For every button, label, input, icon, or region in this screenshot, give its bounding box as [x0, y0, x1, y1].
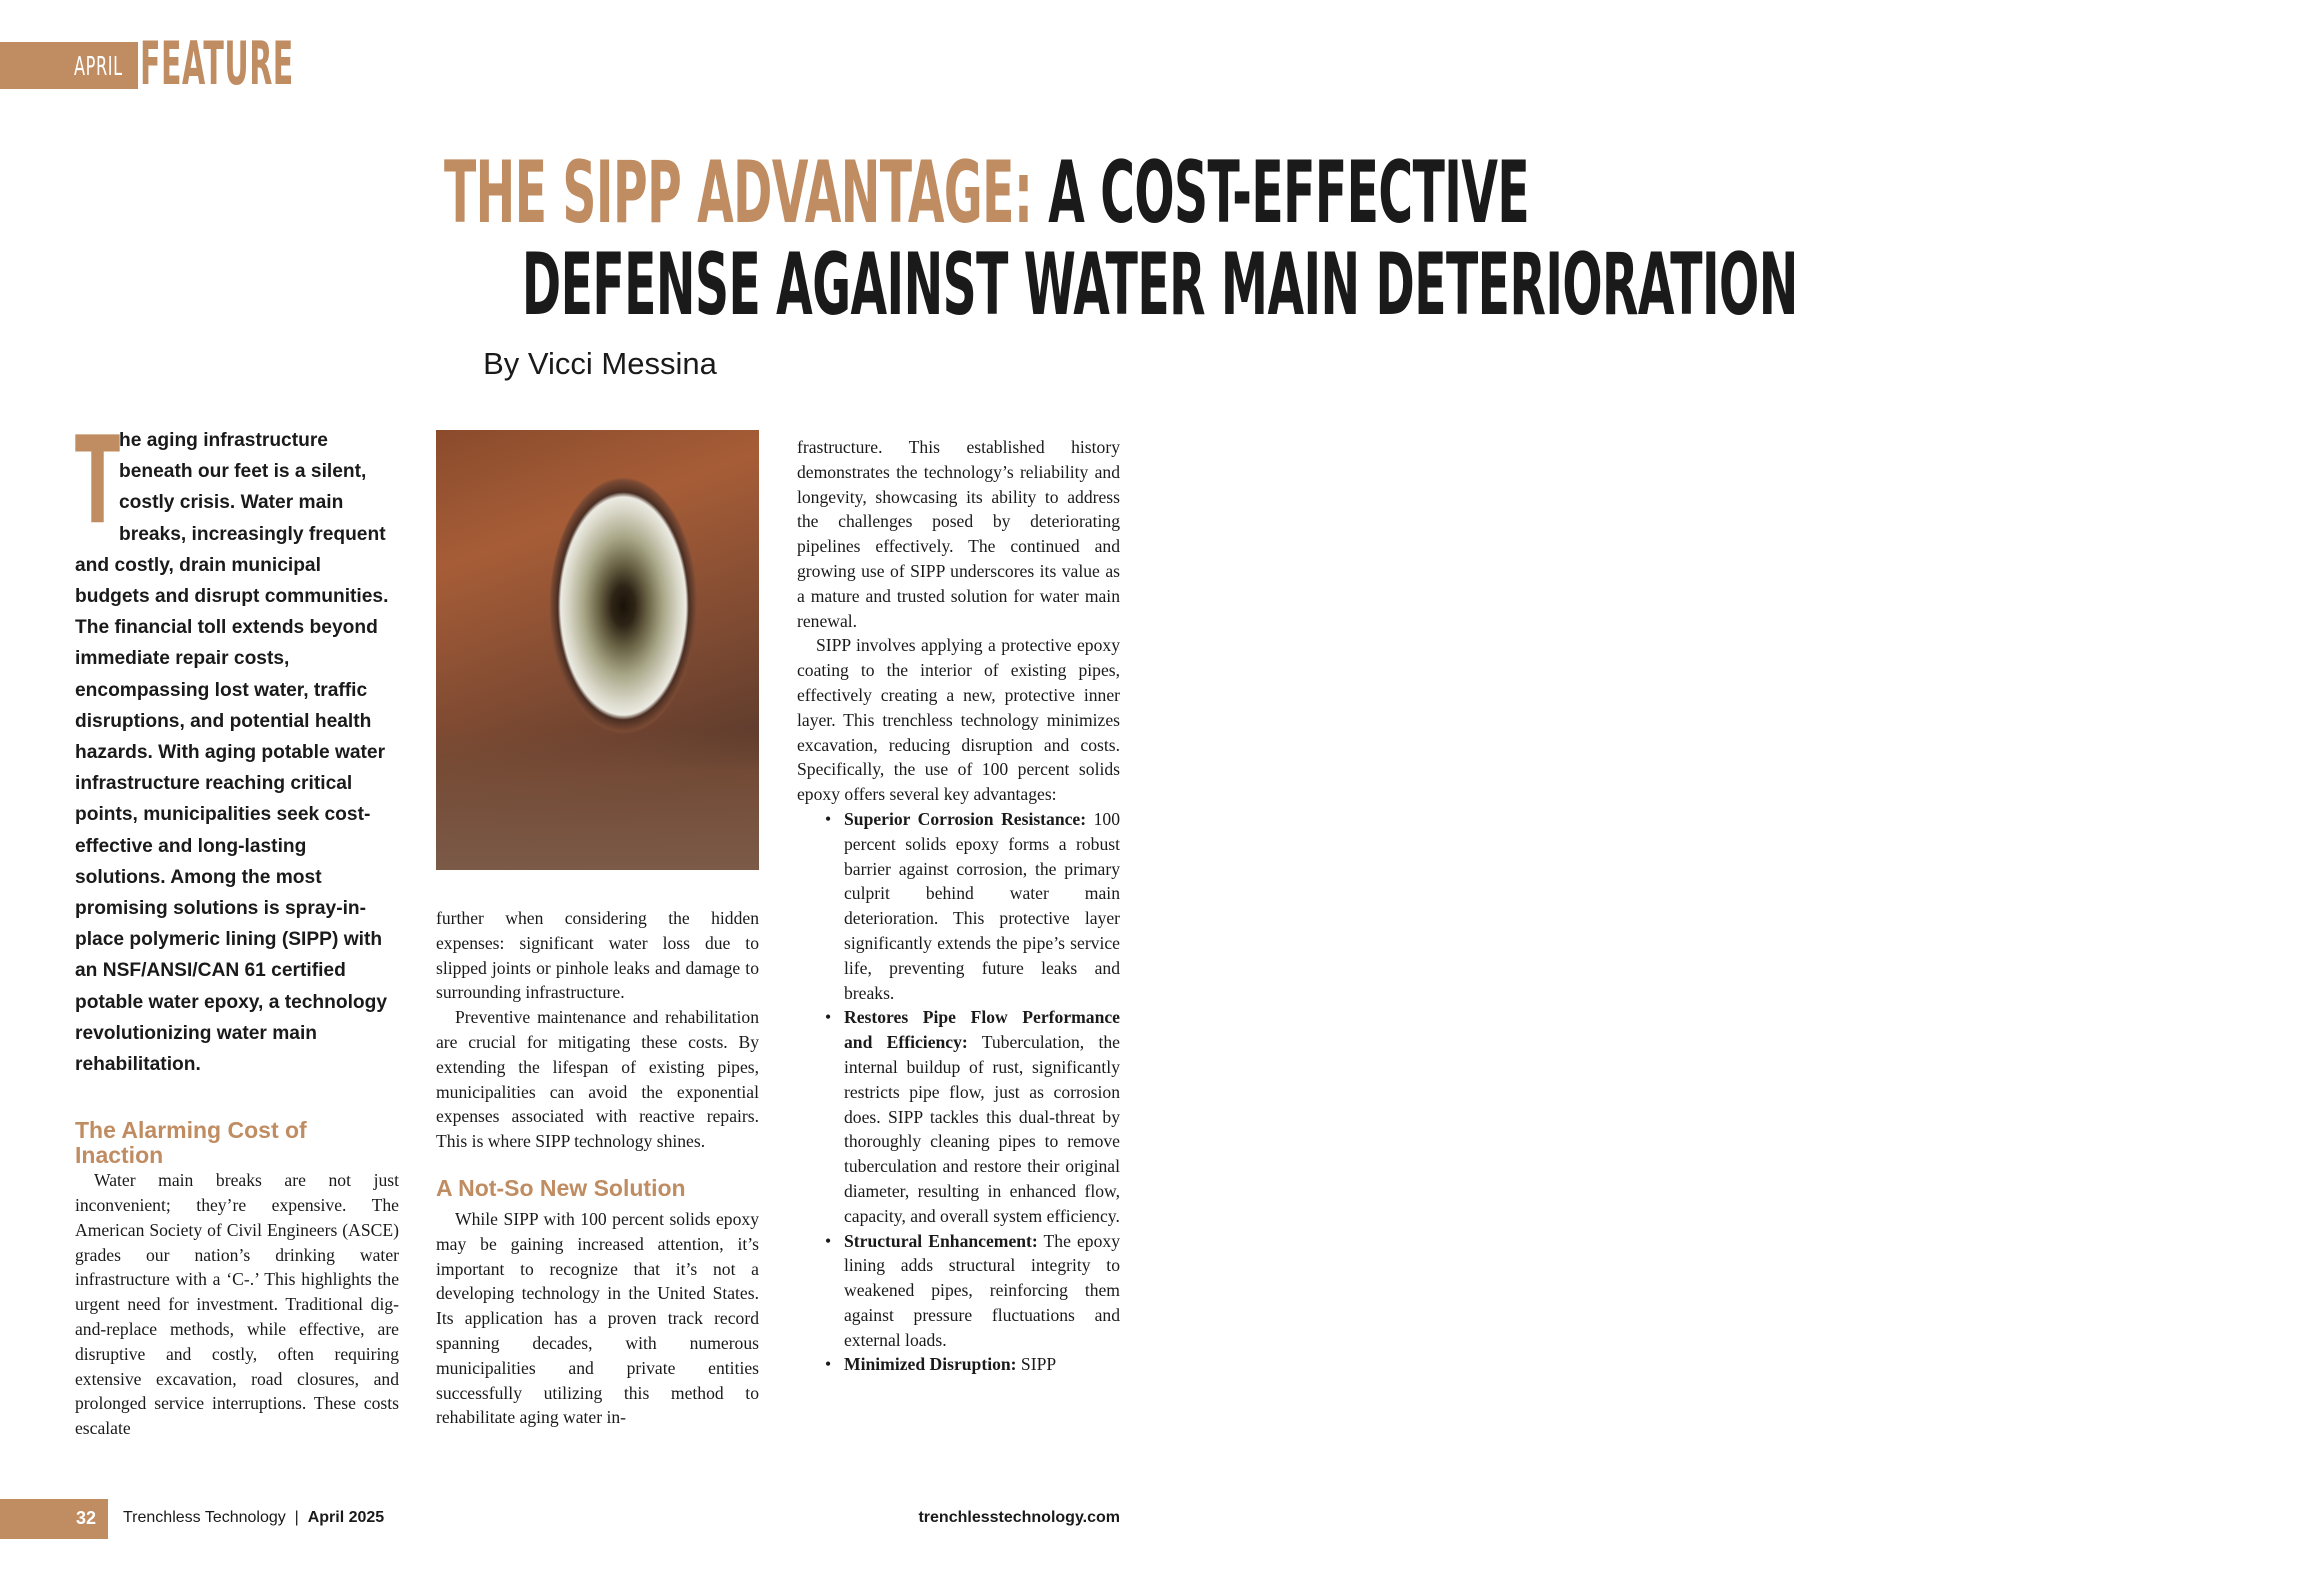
list-item-text: Tuberculation, the internal buildup of rust, significantly restricts pipe flow, just as corrosion does. SIPP tackles this dual-threat by thoroughly cleaning pipes to remove tuberculation and restore their original diameter, resulting in enhanced flow, capacity, and overall system efficiency. [844, 1032, 1120, 1226]
lead-text: he aging infrastructure beneath our feet is a silent, costly crisis. Water main breaks, increasingly frequent and costly, drain municipal budgets and disrupt communities. The financial toll extends beyond immediate repair costs, encompassing lost water, traffic disruptions, and potential health hazards. With aging potable water infrastructure reaching critical points, municipalities seek cost-effective and long-lasting solutions. Among the most promising solutions is spray-in-place polymeric lining (SIPP) with an NSF/ANSI/CAN 61 certified potable water epoxy, a technology revolutionizing water main rehabilitation. [75, 430, 389, 1076]
page-number: 32 [76, 1508, 97, 1528]
advantages-list [797, 807, 1120, 1377]
column-1 [75, 412, 399, 1441]
section1-paragraph1-continued: further when considering the hidden expenses: significant water loss due to slipped joints or pinhole leaks and damage to surrounding infrastructure. [436, 908, 759, 1003]
title-highlight: THE SIPP ADVANTAGE: [443, 143, 1033, 243]
photo-soil-shading [436, 730, 759, 870]
byline: By Vicci Messina [483, 346, 717, 381]
list-item-term: Superior Corrosion Resistance: [844, 808, 1087, 829]
section-heading-alarming-cost: The Alarming Cost of Inaction [75, 1117, 307, 1169]
column-2 [436, 430, 759, 1430]
section1-paragraph2: Preventive maintenance and rehabilitation are crucial for mitigating these costs. By extending the lifespan of existing pipes, municipalities can avoid the exponential expenses associated with reactive repairs. This is where SIPP technology shines. [436, 1007, 759, 1152]
list-item-term: Minimized Disruption: [844, 1354, 1017, 1375]
publication-name: Trenchless Technology [123, 1509, 286, 1526]
drop-cap: T [75, 412, 121, 551]
section2-paragraph1: While SIPP with 100 percent solids epoxy may be gaining increased attention, it’s important to recognize that it’s not a developing technology in the United States. Its application has a proven track record spanning decades, with numerous municipalities and private entities successfully utilizing this method to rehabilitate aging water in- [436, 1208, 759, 1428]
list-item [797, 1005, 1120, 1228]
title-line2-text: DEFENSE AGAINST WATER MAIN DETERIORATION [521, 235, 1798, 335]
list-item-text: SIPP [1016, 1354, 1057, 1375]
article-title-line1 [0, 143, 1530, 243]
list-item [797, 1352, 1120, 1377]
lead-paragraph [75, 412, 399, 1080]
footer-publication [123, 1509, 384, 1527]
list-item [797, 1229, 1120, 1353]
pipe-lining-photo [436, 430, 759, 870]
list-item [797, 807, 1120, 1005]
section2-paragraph1-continued: frastructure. This established history demonstrates the technology’s reliability and longevity, showcasing its ability to address the challenges posed by deteriorating pipelines effectively. The continued and growing use of SIPP underscores its value as a mature and trusted solution for water main renewal. [797, 437, 1120, 631]
section-heading-not-so-new: A Not-So New Solution [436, 1174, 686, 1201]
list-item-text: 100 percent solids epoxy forms a robust barrier against corrosion, the primary culprit behind water main deterioration. This protective layer significantly extends the pipe’s service life, preventing future leaks and breaks. [844, 808, 1120, 1003]
title-rest: A COST-EFFECTIVE [1032, 143, 1530, 243]
section1-paragraph1: Water main breaks are not just inconvenient; they’re expensive. The American Society of Civil Engineers (ASCE) grades our nation’s drinking water infrastructure with a ‘C-.’ This highlights the urgent need for investment. Traditional dig-and-replace methods, while effective, are disruptive and costly, often requiring extensive excavation, road closures, and prolonged service interruptions. These costs escalate [75, 1170, 399, 1439]
section2-paragraph2: SIPP involves applying a protective epoxy coating to the interior of existing pipes, effectively creating a new, protective inner layer. This trenchless technology minimizes excavation, reducing disruption and costs. Specifically, the use of 100 percent solids epoxy offers several key advantages: [797, 635, 1120, 805]
column-3 [797, 435, 1120, 1377]
issue-date: April 2025 [307, 1509, 385, 1526]
section-prefix: APRIL [74, 52, 123, 82]
list-item-term: Restores Pipe Flow Performance and Efficiency: [844, 1007, 1120, 1053]
list-item-term: Structural Enhancement: [844, 1230, 1038, 1251]
article-title-line2 [0, 235, 1798, 335]
section-label: FEATURE [140, 29, 294, 99]
footer-website[interactable]: trenchlesstechnology.com [918, 1509, 1120, 1526]
list-item-text: The epoxy lining adds structural integrity to weakened pipes, reinforcing them against pressure fluctuations and external loads. [844, 1230, 1120, 1350]
footer-separator: | [294, 1509, 299, 1526]
